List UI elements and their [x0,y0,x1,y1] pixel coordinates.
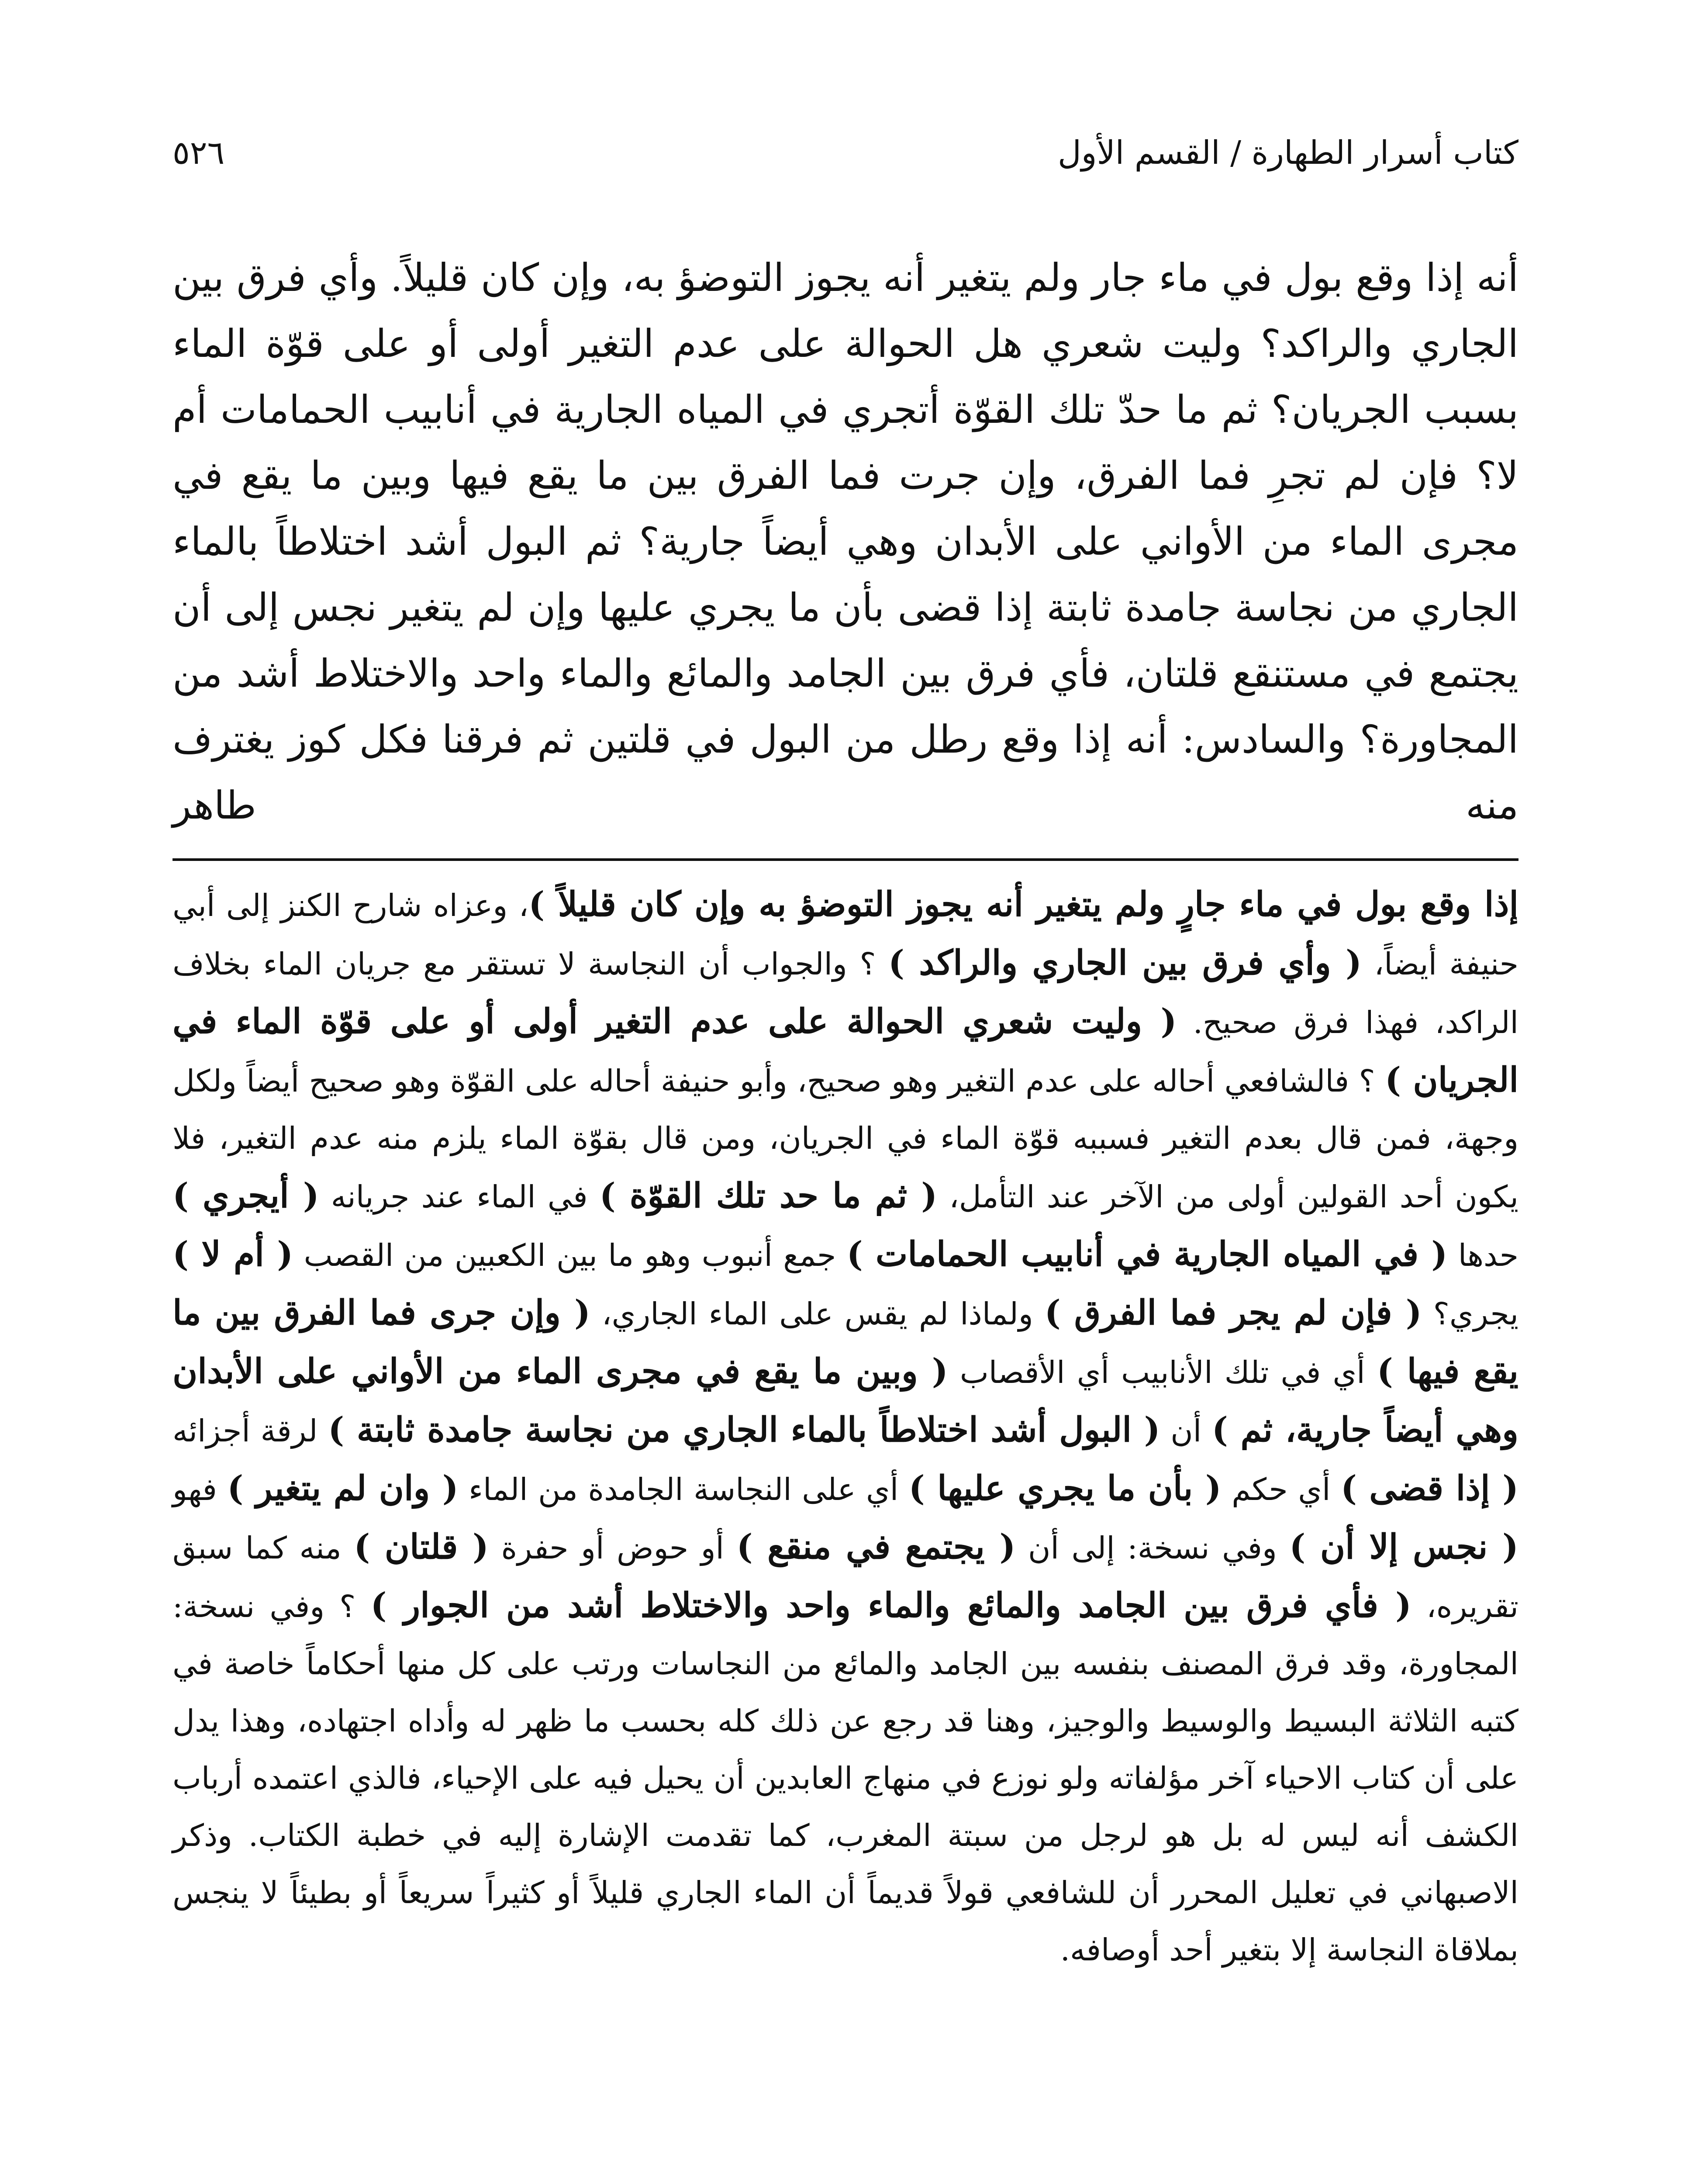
commentary-segment: ؟ وفي نسخة: المجاورة، وقد فرق المصنف بنفسه بين الجامد والمائع من النجاسات ورتب على كل منها أحكاماً خاصة في كتبه الثلاثة البسيط والوسيط والوجيز، وهنا قد رجع عن ذلك كله بحسب ما ظهر له وأداه اجتهاده، وهذا يدل على أن كتاب الاحياء آخر مؤلفاته ولو نوزع في منهاج العابدين أن يحيل فيه على الإحياء، فالذي اعتمده أرباب الكشف أنه ليس له بل هو لرجل من سبتة المغرب، كما تقدمت الإشارة إليه في خطبة الكتاب. وذكر الاصبهاني في تعليل المحرر أن للشافعي قولاً قديماً أن الماء الجاري قليلاً أو كثيراً سريعاً أو بطيئاً لا ينجس بملاقاة النجاسة إلا بتغير أحد أوصافه. [173,1589,1518,1968]
commentary-segment: وفي نسخة: إلى أن [1015,1530,1290,1566]
commentary-segment: أي حكم [1221,1472,1341,1507]
page-number: ٥٢٦ [173,134,225,172]
quoted-matn-segment: ( وان لم يتغير ) [227,1469,459,1508]
quoted-matn-segment: ( أم لا ) [173,1234,293,1274]
quoted-matn-segment: ( في المياه الجارية في أنابيب الحمامات ) [846,1234,1448,1274]
commentary-segment: فهو [173,1472,228,1507]
running-title: كتاب أسرار الطهارة / القسم الأول [1057,134,1518,172]
quoted-matn-segment: ( يجتمع في منقع ) [736,1527,1016,1567]
quoted-matn-segment: ( البول أشد اختلاطاً بالماء الجاري من نجاسة جامدة ثابتة ) [328,1410,1160,1450]
commentary-segment: لرقة أجزائه [173,1413,328,1449]
quoted-matn-segment: إذا وقع بول في ماء جارٍ ولم يتغير أنه يجوز التوضؤ به وإن كان قليلاً ) [528,885,1518,924]
commentary-segment: حدها [1447,1237,1519,1273]
commentary-segment: ولماذا لم يقس على الماء الجاري، [590,1296,1045,1332]
commentary-segment: يجري؟ [1422,1296,1518,1332]
footnote-divider [173,858,1518,861]
commentary-segment: منه كما سبق تقريره، [173,1530,1519,1624]
page-header [173,127,1518,179]
quoted-matn-segment: ( وإن جرى فما الفرق بين ما يقع فيها ) [173,1293,1518,1391]
quoted-matn-segment: ( بأن ما يجري عليها ) [908,1469,1222,1508]
commentary-segment: جمع أنبوب وهو ما بين الكعبين من القصب [293,1237,847,1273]
quoted-matn-segment: ( نجس إلا أن ) [1289,1527,1518,1567]
quoted-matn-segment: ( فأي فرق بين الجامد والمائع والماء واحد والاختلاط أشد من الجوار ) [370,1586,1411,1625]
quoted-matn-segment: ( وليت شعري الحوالة على عدم التغير أولى أو على قوّة الماء في الجريان ) [173,1002,1519,1100]
quoted-matn-segment: ( فإن لم يجر فما الفرق ) [1044,1293,1422,1333]
commentary-segment: ؟ والجواب أن النجاسة لا تستقر مع جريان الماء بخلاف الراكد، فهذا فرق صحيح. [173,946,1518,1040]
quoted-matn-segment: ( قلتان ) [354,1527,489,1567]
quoted-matn-segment: ( وبين ما يقع في مجرى الماء من الأواني على الأبدان وهي أيضاً جارية، ثم ) [173,1351,1518,1450]
commentary-segment: في الماء عند جريانه [319,1179,600,1215]
quoted-matn-segment: ( ثم ما حد تلك القوّة ) [599,1176,938,1216]
quoted-matn-segment: ( إذا قضى ) [1340,1469,1519,1508]
commentary-segment: ؟ فالشافعي أحاله على عدم التغير وهو صحيح، وأبو حنيفة أحاله على القوّة وهو صحيح أيضاً ولكل وجهة، فمن قال بعدم التغير فسببه قوّة الماء في الجريان، ومن قال بقوّة الماء يلزم منه عدم التغير، فلا يكون أحد القولين أولى من الآخر عند التأمل، [173,1063,1519,1215]
commentary-segment: أي في تلك الأنابيب أي الأقصاب [948,1355,1377,1390]
quoted-matn-segment: ( أيجري ) [173,1176,319,1216]
commentary-segment: ، وعزاه شارح الكنز إلى أبي حنيفة أيضاً، [173,888,1518,982]
commentary-segment: أو حوض أو حفرة [488,1530,737,1566]
commentary-text [173,876,1518,1979]
main-text: أنه إذا وقع بول في ماء جار ولم يتغير أنه يجوز التوضؤ به، وإن كان قليلاً. وأي فرق بين الجاري والراكد؟ وليت شعري هل الحوالة على عدم التغير أولى أو على قوّة الماء بسبب الجريان؟ ثم ما حدّ تلك القوّة أتجري في المياه الجارية في أنابيب الحمامات أم لا؟ فإن لم تجرِ فما الفرق، وإن جرت فما الفرق بين ما يقع فيها وبين ما يقع في مجرى الماء من الأواني على الأبدان وهي أيضاً جارية؟ ثم البول أشد اختلاطاً بالماء الجاري من نجاسة جامدة ثابتة إذا قضى بأن ما يجري عليها وإن لم يتغير نجس إلى أن يجتمع في مستنقع قلتان، فأي فرق بين الجامد والمائع والماء واحد والاختلاط أشد من المجاورة؟ والسادس: أنه إذا وقع رطل من البول في قلتين ثم فرقنا فكل كوز يغترف منه طاهر [173,255,1518,828]
commentary-segment: أي على النجاسة الجامدة من الماء [458,1472,909,1507]
quoted-matn-segment: ( وأي فرق بين الجاري والراكد ) [888,943,1362,983]
commentary-segment: أن [1160,1413,1212,1449]
